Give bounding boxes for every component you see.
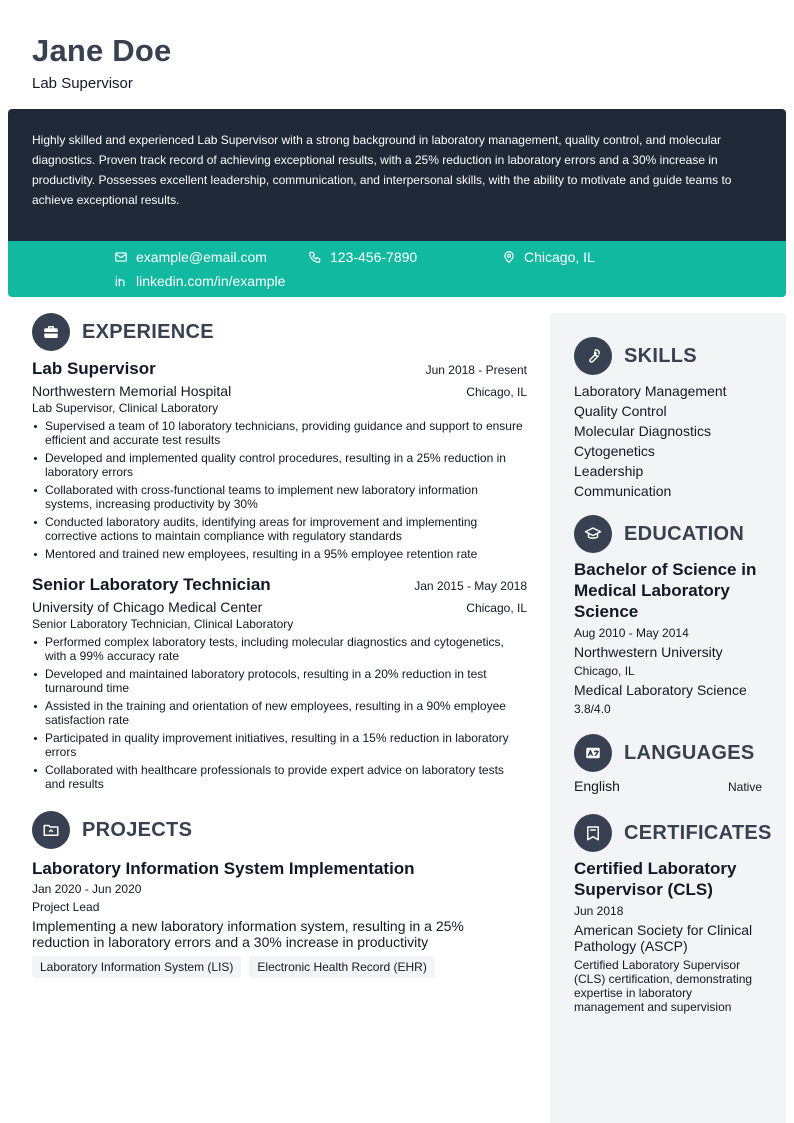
job-company: Northwestern Memorial Hospital — [32, 383, 232, 399]
contact-bar — [8, 241, 786, 297]
wrench-icon — [584, 347, 602, 365]
job-bullet: Collaborated with cross-functional teams to implement new laboratory information systems, increasing productivity by 30% — [32, 483, 527, 511]
job-subtitle: Senior Laboratory Technician, Clinical Laboratory — [32, 617, 294, 631]
project-description: Implementing a new laboratory information system, resulting in a 25% reduction in laboratory errors and a 30% increase in productivity — [32, 918, 464, 950]
job-title: Lab Supervisor — [32, 359, 156, 378]
candidate-title: Lab Supervisor — [32, 75, 133, 92]
languages-section-header — [574, 734, 762, 772]
certificate-date: Jun 2018 — [574, 904, 624, 918]
linkedin-icon — [114, 274, 128, 288]
job-bullet: Mentored and trained new employees, resulting in a 95% employee retention rate — [32, 547, 527, 561]
skills-heading: SKILLS — [624, 344, 697, 367]
job-bullet: Developed and maintained laboratory protocols, resulting in a 20% reduction in test turnaround time — [32, 667, 527, 695]
contact-email[interactable] — [114, 249, 267, 265]
email-text: example@email.com — [136, 249, 267, 265]
skills-list — [574, 381, 762, 501]
project-tags — [32, 956, 527, 978]
project-entry — [32, 859, 527, 978]
education-degree: Bachelor of Science in Medical Laboratory Science — [574, 560, 757, 621]
languages-heading: LANGUAGES — [624, 741, 755, 764]
skill-item: Molecular Diagnostics — [574, 423, 711, 439]
job-date: Jan 2015 - May 2018 — [414, 579, 527, 593]
education-section-header — [574, 515, 762, 553]
skill-item: Communication — [574, 483, 672, 499]
job-bullet: Developed and implemented quality control procedures, resulting in a 25% reduction in laboratory errors — [32, 451, 527, 479]
certificate-title: Certified Laboratory Supervisor (CLS) — [574, 859, 737, 899]
education-school: Northwestern University — [574, 644, 723, 660]
experience-heading: EXPERIENCE — [82, 320, 214, 343]
linkedin-text: linkedin.com/in/example — [136, 273, 286, 289]
projects-section-header — [32, 811, 527, 849]
certificate-description: Certified Laboratory Supervisor (CLS) certification, demonstrating expertise in laboratory management and supervision — [574, 958, 753, 1014]
mail-icon — [114, 250, 128, 264]
project-tag: Laboratory Information System (LIS) — [32, 956, 241, 978]
briefcase-icon — [42, 323, 60, 341]
job-bullets — [32, 419, 527, 561]
summary-text: Highly skilled and experienced Lab Supervisor with a strong background in laboratory management, quality control, and molecular diagnostics. Proven track record of achieving exceptional results, with a 25% reduction in laboratory errors and a 30% increase in productivity. Possesses excellent leadership, communication, and interpersonal skills, with the ability to motivate and guide teams to achieve exceptional results. — [32, 133, 732, 207]
location-pin-icon — [502, 250, 516, 264]
certificate-issuer: American Society for Clinical Pathology (ASCP) — [574, 922, 753, 954]
job-location: Chicago, IL — [466, 385, 527, 399]
main-column — [32, 313, 527, 978]
contact-location — [502, 249, 595, 265]
project-date: Jan 2020 - Jun 2020 — [32, 882, 142, 896]
job-bullet: Assisted in the training and orientation of new employees, resulting in a 90% employee satisfaction rate — [32, 699, 527, 727]
contact-phone[interactable] — [308, 249, 417, 265]
contact-linkedin[interactable] — [114, 273, 285, 289]
folder-icon — [42, 821, 60, 839]
skills-section-header — [574, 337, 762, 375]
projects-heading: PROJECTS — [82, 818, 193, 841]
education-entry — [574, 559, 762, 716]
experience-icon-badge — [32, 313, 70, 351]
job-title: Senior Laboratory Technician — [32, 575, 271, 594]
certificate-icon — [584, 824, 602, 842]
job-entry — [32, 575, 527, 791]
skill-item: Cytogenetics — [574, 443, 655, 459]
language-icon — [584, 744, 602, 762]
location-text: Chicago, IL — [524, 249, 595, 265]
education-date: Aug 2010 - May 2014 — [574, 626, 689, 640]
phone-icon — [308, 250, 322, 264]
project-role: Project Lead — [32, 900, 100, 914]
certificates-heading: CERTIFICATES — [624, 821, 772, 844]
language-name: English — [574, 778, 620, 794]
skills-icon-badge — [574, 337, 612, 375]
skill-item: Laboratory Management — [574, 383, 727, 399]
job-location: Chicago, IL — [466, 601, 527, 615]
job-company: University of Chicago Medical Center — [32, 599, 263, 615]
job-bullet: Collaborated with healthcare professionals to provide expert advice on laboratory tests and results — [32, 763, 527, 791]
skill-item: Leadership — [574, 463, 644, 479]
certificate-entry — [574, 858, 762, 1014]
graduation-cap-icon — [584, 525, 602, 543]
languages-icon-badge — [574, 734, 612, 772]
projects-icon-badge — [32, 811, 70, 849]
resume-header — [32, 33, 171, 92]
skill-item: Quality Control — [574, 403, 667, 419]
summary-panel — [8, 109, 786, 241]
candidate-name: Jane Doe — [32, 33, 172, 68]
sidebar — [550, 313, 786, 1123]
project-tag: Electronic Health Record (EHR) — [249, 956, 434, 978]
education-heading: EDUCATION — [624, 522, 745, 545]
certificates-icon-badge — [574, 814, 612, 852]
job-bullet: Supervised a team of 10 laboratory technicians, providing guidance and support to ensure efficient and accurate test results — [32, 419, 527, 447]
job-bullet: Performed complex laboratory tests, including molecular diagnostics and cytogenetics, with a 99% accuracy rate — [32, 635, 527, 663]
education-icon-badge — [574, 515, 612, 553]
job-bullet: Conducted laboratory audits, identifying areas for improvement and implementing corrective actions to maintain compliance with regulatory standards — [32, 515, 527, 543]
language-item — [574, 778, 762, 794]
job-subtitle: Lab Supervisor, Clinical Laboratory — [32, 401, 219, 415]
experience-section-header — [32, 313, 527, 351]
education-field: Medical Laboratory Science — [574, 682, 747, 698]
education-gpa: 3.8/4.0 — [574, 702, 611, 716]
education-location: Chicago, IL — [574, 664, 635, 678]
job-entry — [32, 359, 527, 561]
job-bullets — [32, 635, 527, 791]
phone-text: 123-456-7890 — [330, 249, 418, 265]
job-date: Jun 2018 - Present — [425, 363, 527, 377]
job-bullet: Participated in quality improvement initiatives, resulting in a 15% reduction in laboratory errors — [32, 731, 527, 759]
project-title: Laboratory Information System Implementation — [32, 859, 415, 878]
certificates-section-header — [574, 814, 772, 852]
language-level: Native — [727, 780, 762, 794]
